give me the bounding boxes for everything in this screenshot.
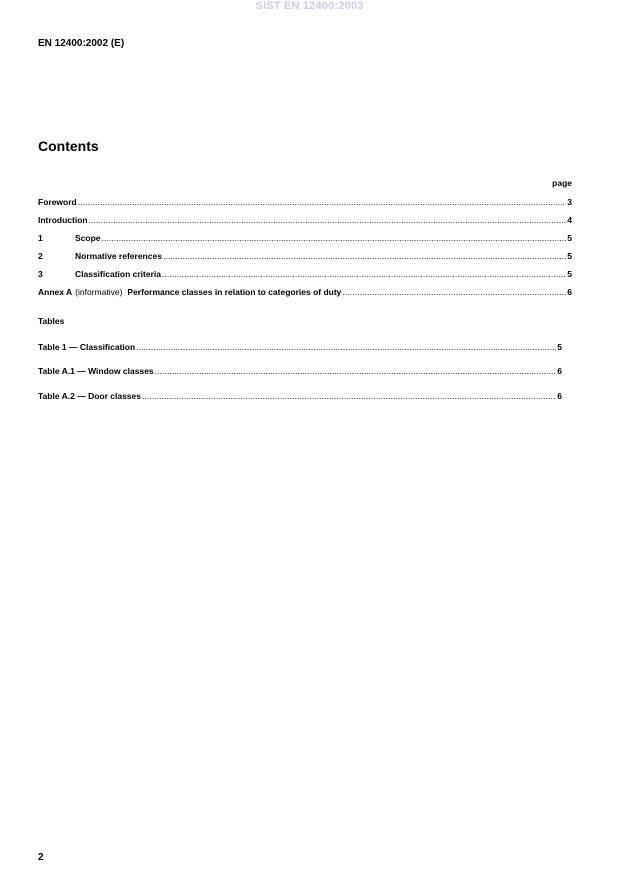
toc-entry-foreword[interactable] bbox=[38, 196, 572, 208]
watermark-text: SIST EN 12400:2003 bbox=[255, 0, 364, 12]
toc-entry-number: 3 bbox=[38, 269, 43, 279]
toc-entry-title: Normative references bbox=[75, 251, 162, 261]
table-entry-door-classes[interactable] bbox=[38, 390, 562, 402]
table-entry-page: 6 bbox=[557, 366, 562, 376]
table-entry-page: 6 bbox=[557, 391, 562, 401]
toc-entry-scope[interactable] bbox=[38, 232, 572, 244]
table-entry-page: 5 bbox=[557, 342, 562, 352]
toc-entry-number: 2 bbox=[38, 251, 43, 261]
page-number: 2 bbox=[38, 852, 44, 863]
toc-entry-number: 1 bbox=[38, 233, 43, 243]
toc-entry-annex-a[interactable] bbox=[38, 286, 572, 298]
toc-entry-page: 4 bbox=[567, 215, 572, 225]
dot-leader bbox=[102, 232, 567, 244]
toc-entry-title: Classification criteria bbox=[75, 269, 161, 279]
toc-entry-page: 6 bbox=[567, 287, 572, 297]
contents-heading: Contents bbox=[38, 138, 99, 154]
dot-leader bbox=[89, 214, 567, 226]
toc-entry-page: 3 bbox=[567, 197, 572, 207]
page-column-label: page bbox=[552, 178, 572, 188]
dot-leader bbox=[162, 268, 566, 280]
annex-label: Annex A bbox=[38, 287, 73, 297]
dot-leader bbox=[78, 196, 567, 208]
table-entry-window-classes[interactable] bbox=[38, 365, 562, 377]
toc-entry-page: 5 bbox=[567, 233, 572, 243]
toc-entry-normative-references[interactable] bbox=[38, 250, 572, 262]
table-entry-classification[interactable] bbox=[38, 341, 562, 353]
dot-leader bbox=[142, 390, 556, 402]
toc-entry-introduction[interactable] bbox=[38, 214, 572, 226]
toc-entry-title: Scope bbox=[75, 233, 101, 243]
table-entry-title: Table A.1 — Window classes bbox=[38, 366, 154, 376]
tables-heading: Tables bbox=[38, 316, 65, 326]
dot-leader bbox=[342, 286, 566, 298]
table-entry-title: Table A.2 — Door classes bbox=[38, 391, 141, 401]
annex-note: (informative) bbox=[75, 287, 123, 297]
toc-entry-title: Performance classes in relation to categories of duty bbox=[127, 287, 342, 297]
toc-entry-page: 5 bbox=[567, 251, 572, 261]
dot-leader bbox=[163, 250, 566, 262]
toc-entry-title: Introduction bbox=[38, 215, 88, 225]
toc-entry-page: 5 bbox=[567, 269, 572, 279]
dot-leader bbox=[155, 365, 557, 377]
toc-entry-classification-criteria[interactable] bbox=[38, 268, 572, 280]
document-id: EN 12400:2002 (E) bbox=[38, 38, 125, 49]
toc-entry-title: Foreword bbox=[38, 197, 77, 207]
table-entry-title: Table 1 — Classification bbox=[38, 342, 136, 352]
dot-leader bbox=[136, 341, 556, 353]
